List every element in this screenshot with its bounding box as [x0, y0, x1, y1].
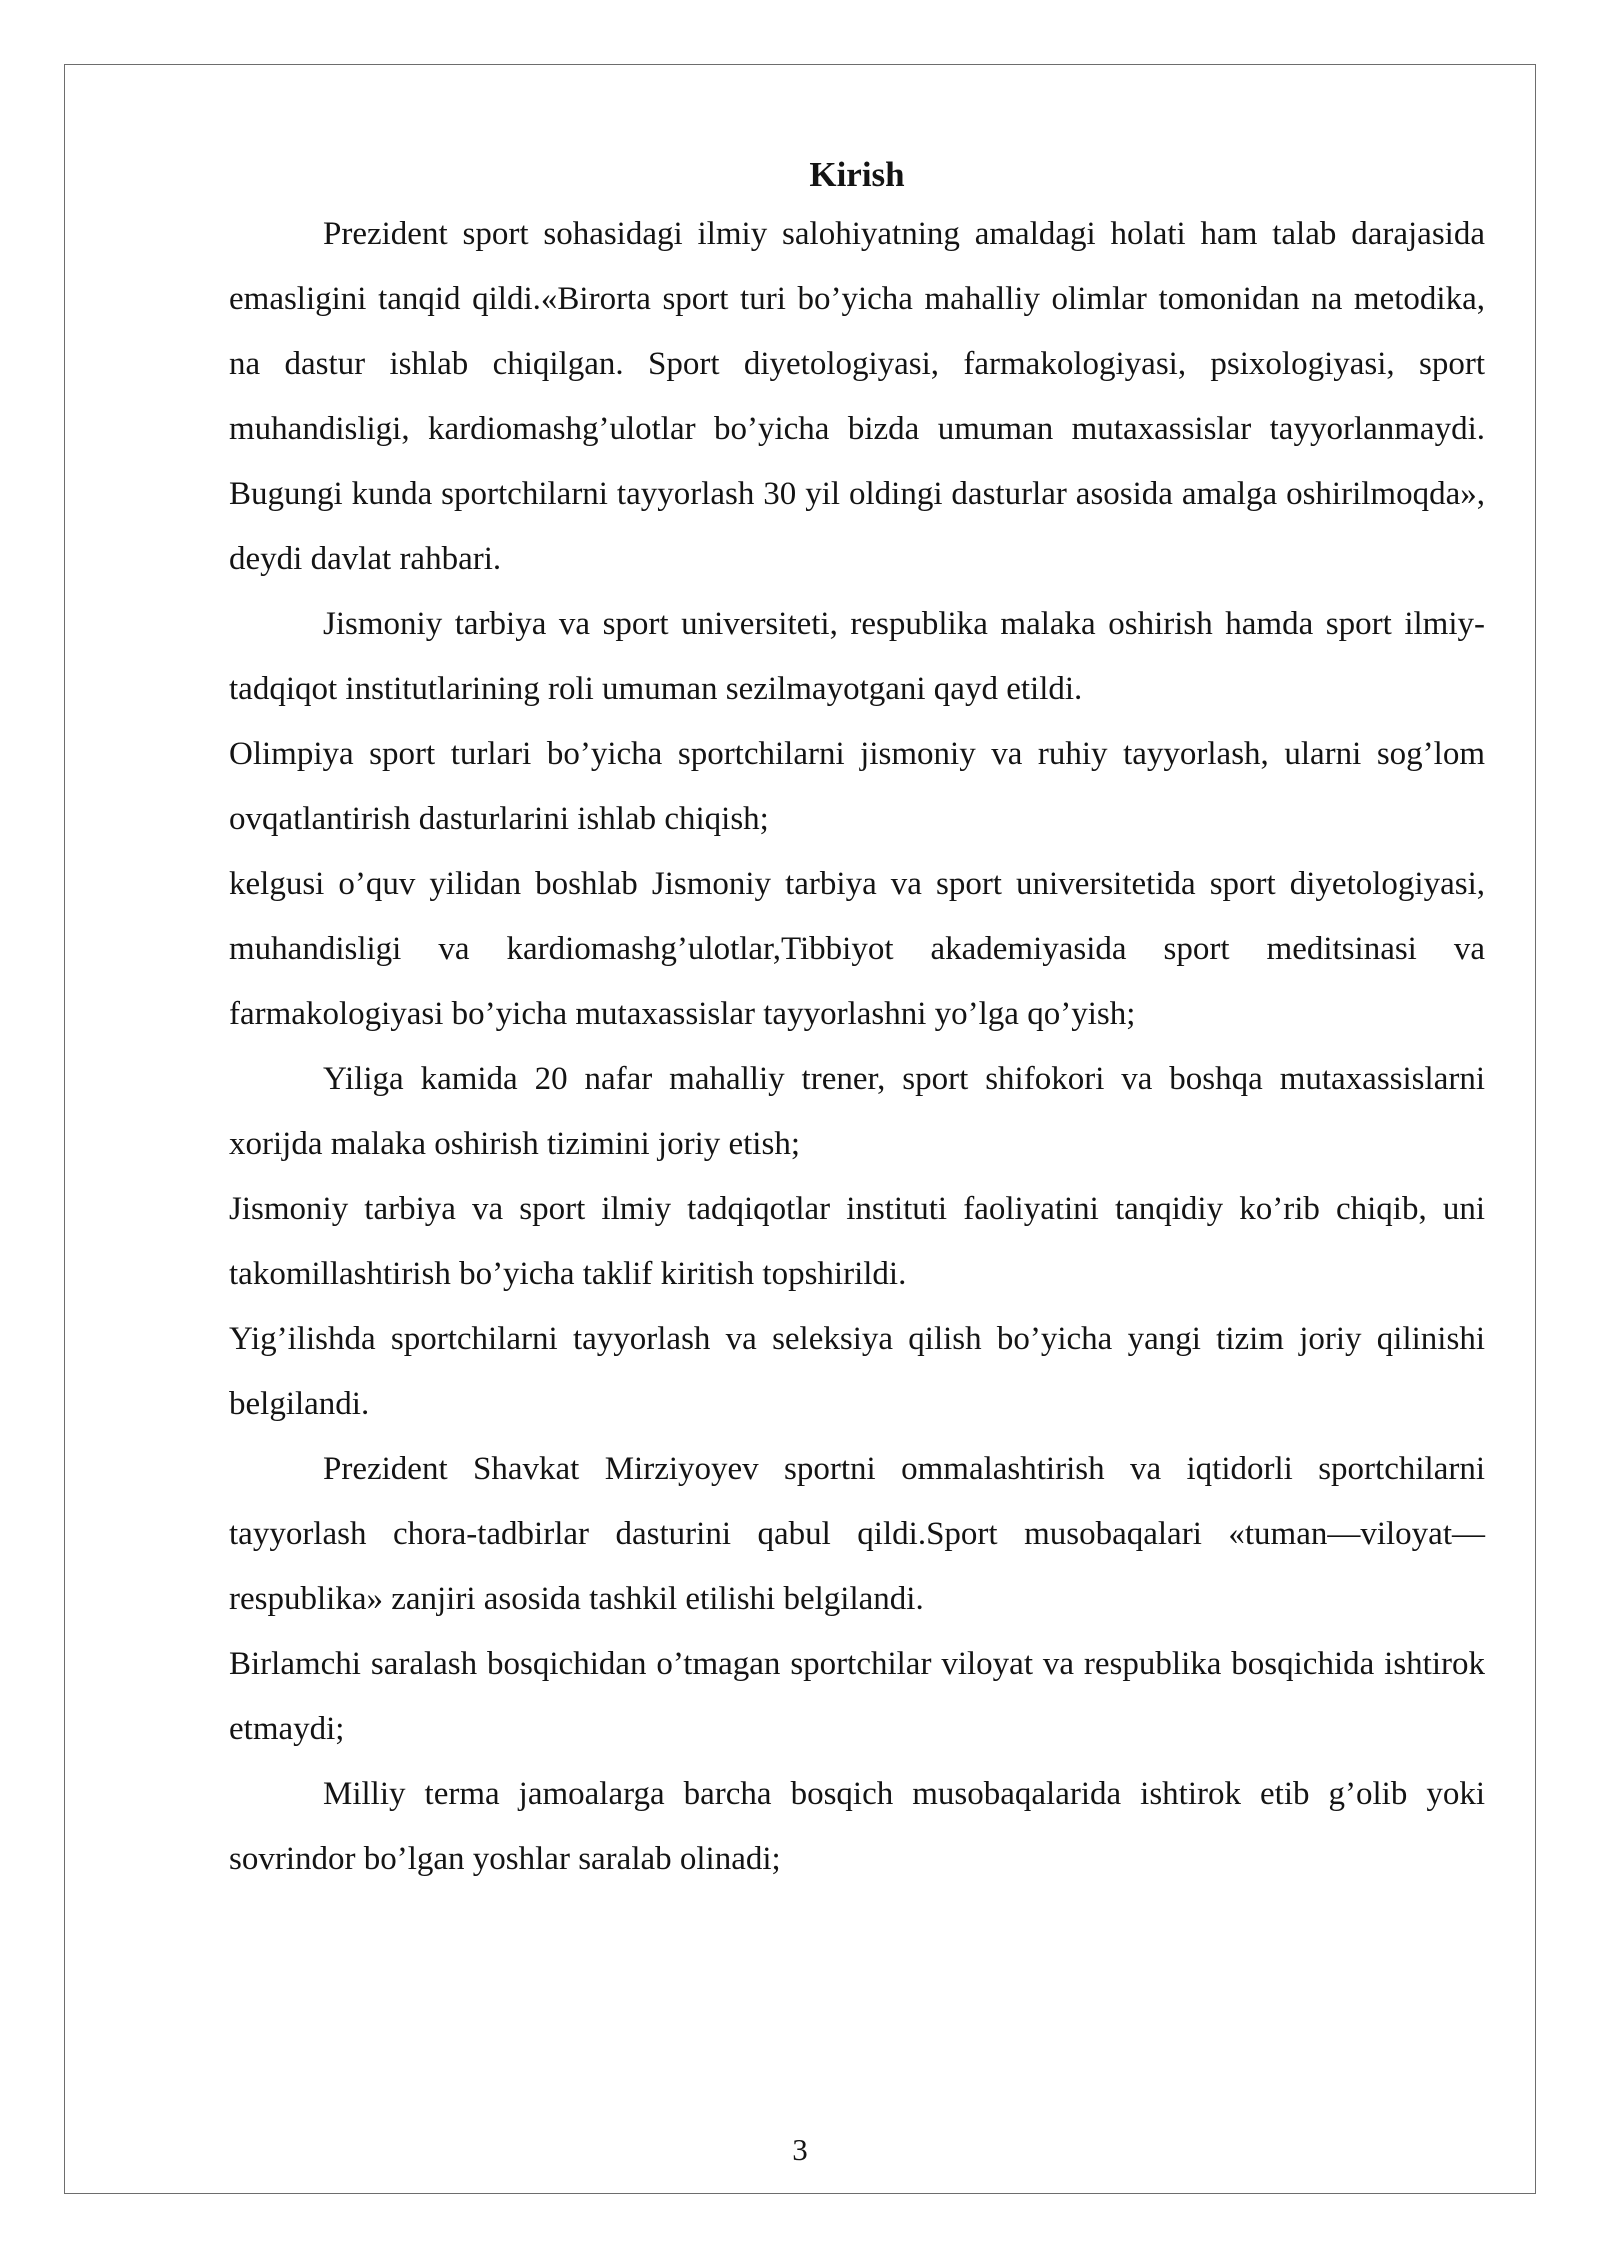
paragraph-3: Olimpiya sport turlari bo’yicha sportchilarni jismoniy va ruhiy tayyorlash, ularni sog’lom ovqatlantirish dasturlarini ishlab chiqish;: [229, 736, 1485, 837]
paragraph-10: Milliy terma jamoalarga barcha bosqich musobaqalarida ishtirok etib g’olib yoki sovrindor bo’lgan yoshlar saralab olinadi;: [229, 1776, 1485, 1877]
paragraph-1: Prezident sport sohasidagi ilmiy salohiyatning amaldagi holati ham talab darajasida emasligini tanqid qildi.«Birorta sport turi bo’yicha mahalliy olimlar tomonidan na metodika, na dastur ishlab chiqilgan. Sport diyetologiyasi, farmakologiyasi, psixologiyasi, sport muhandisligi, kardiomashg’ulotlar bo’yicha bizda umuman mutaxassislar tayyorlanmaydi. Bugungi kunda sportchilarni tayyorlash 30 yil oldingi dasturlar asosida amalga oshirilmoqda», deydi davlat rahbari.: [229, 216, 1485, 577]
paragraph-7: Yig’ilishda sportchilarni tayyorlash va seleksiya qilish bo’yicha yangi tizim joriy qilinishi belgilandi.: [229, 1321, 1485, 1422]
paragraph-6: Jismoniy tarbiya va sport ilmiy tadqiqotlar instituti faoliyatini tanqidiy ko’rib chiqib, uni takomillashtirish bo’yicha taklif kiritish topshirildi.: [229, 1191, 1485, 1292]
paragraph-9: Birlamchi saralash bosqichidan o’tmagan sportchilar viloyat va respublika bosqichida ishtirok etmaydi;: [229, 1646, 1485, 1747]
paragraph-4: kelgusi o’quv yilidan boshlab Jismoniy tarbiya va sport universitetida sport diyetologiyasi, muhandisligi va kardiomashg’ulotlar,Tibbiyot akademiyasida sport meditsinasi va farmakologiyasi bo’yicha mutaxassislar tayyorlashni yo’lga qo’yish;: [229, 866, 1485, 1032]
paragraph-2: Jismoniy tarbiya va sport universiteti, respublika malaka oshirish hamda sport ilmiy-tadqiqot institutlarining roli umuman sezilmayotgani qayd etildi.: [229, 606, 1485, 707]
paragraph-5: Yiliga kamida 20 nafar mahalliy trener, sport shifokori va boshqa mutaxassislarni xorijda malaka oshirish tizimini joriy etish;: [229, 1061, 1485, 1162]
paragraph-8: Prezident Shavkat Mirziyoyev sportni ommalashtirish va iqtidorli sportchilarni tayyorlash chora-tadbirlar dasturini qabul qildi.Sport musobaqalari «tuman—viloyat—respublika» zanjiri asosida tashkil etilishi belgilandi.: [229, 1451, 1485, 1617]
page-number: 3: [792, 2132, 808, 2167]
document-title: Kirish: [809, 155, 905, 194]
document-body: [229, 148, 1485, 1892]
